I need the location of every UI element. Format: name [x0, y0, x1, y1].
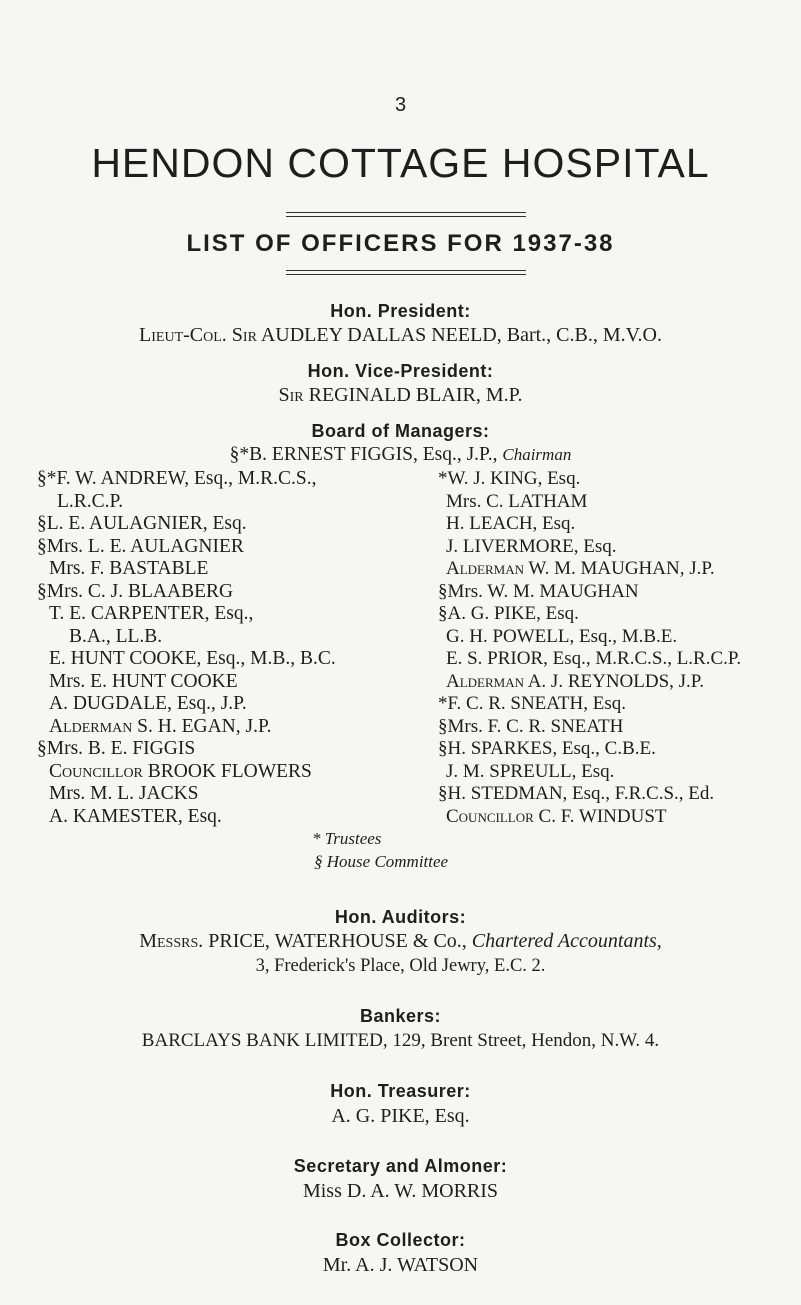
- board-member: *F. C. R. SNEATH, Esq.: [438, 693, 626, 714]
- board-member: H. LEACH, Esq.: [446, 513, 576, 534]
- board-member: Alderman W. M. MAUGHAN, J.P.: [446, 558, 715, 579]
- president-heading: Hon. President:: [330, 301, 471, 321]
- note-house-committee: § House Committee: [314, 852, 449, 871]
- board-member: A. DUGDALE, Esq., J.P.: [49, 693, 247, 714]
- board-member: Mrs. C. LATHAM: [446, 490, 588, 512]
- auditors-prefix: Messrs.: [139, 930, 204, 952]
- board-left-column: [37, 468, 336, 828]
- board-member: E. HUNT COOKE, Esq., M.B., B.C.: [49, 648, 336, 669]
- board-member: Councillor C. F. WINDUST: [446, 805, 667, 827]
- board-member: §H. SPARKES, Esq., C.B.E.: [438, 738, 656, 759]
- subtitle: LIST OF OFFICERS FOR 1937-38: [186, 230, 615, 257]
- board-member: L.R.C.P.: [57, 490, 124, 512]
- auditors-address: 3, Frederick's Place, Old Jewry, E.C. 2.: [255, 956, 546, 976]
- board-member: *W. J. KING, Esq.: [438, 468, 581, 489]
- board-member: §Mrs. C. J. BLAABERG: [37, 580, 234, 602]
- divider: [286, 270, 526, 271]
- board-member: G. H. POWELL, Esq., M.B.E.: [446, 625, 678, 647]
- auditors-name: PRICE, WATERHOUSE & Co.,: [208, 930, 467, 952]
- divider: [286, 212, 526, 213]
- divider: [286, 274, 526, 275]
- vice-president-rank: Sir: [278, 384, 304, 406]
- box-collector-heading: Box Collector:: [335, 1230, 466, 1250]
- board-member: §L. E. AULAGNIER, Esq.: [37, 513, 247, 534]
- board-member: E. S. PRIOR, Esq., M.R.C.S., L.R.C.P.: [446, 648, 742, 669]
- board-member: T. E. CARPENTER, Esq.,: [49, 603, 254, 624]
- board-member: §*F. W. ANDREW, Esq., M.R.C.S.,: [37, 468, 317, 489]
- divider: [286, 216, 526, 217]
- president-line: [0, 324, 801, 347]
- board-member: A. KAMESTER, Esq.: [49, 805, 222, 827]
- board-member: J. M. SPREULL, Esq.: [446, 760, 615, 782]
- auditors-heading: Hon. Auditors:: [334, 907, 467, 927]
- vice-president-name: REGINALD BLAIR, M.P.: [308, 384, 523, 406]
- page-title: HENDON COTTAGE HOSPITAL: [91, 140, 710, 186]
- page-number: 3: [394, 94, 407, 116]
- bankers-name: BARCLAYS BANK LIMITED, 129, Brent Street, Hendon, N.W. 4.: [141, 1030, 660, 1051]
- board-member: Mrs. F. BASTABLE: [49, 558, 209, 579]
- president-name: AUDLEY DALLAS NEELD, Bart., C.B., M.V.O.: [260, 324, 662, 346]
- chairman-role: Chairman: [502, 445, 572, 464]
- chairman-line: [0, 444, 801, 466]
- board-member: Alderman S. H. EGAN, J.P.: [49, 715, 272, 737]
- auditors-role: Chartered Accountants,: [471, 930, 662, 952]
- board-member: Mrs. M. L. JACKS: [49, 783, 199, 804]
- board-member: §Mrs. L. E. AULAGNIER: [37, 535, 244, 557]
- secretary-heading: Secretary and Almoner:: [293, 1156, 508, 1176]
- board-member: §Mrs. W. M. MAUGHAN: [438, 580, 639, 602]
- treasurer-name: A. G. PIKE, Esq.: [331, 1105, 470, 1127]
- board-heading: Board of Managers:: [311, 421, 490, 441]
- chairman-name: §*B. ERNEST FIGGIS, Esq., J.P.,: [229, 444, 498, 465]
- board-member: §Mrs. B. E. FIGGIS: [37, 738, 196, 759]
- board-member: §H. STEDMAN, Esq., F.R.C.S., Ed.: [438, 783, 715, 804]
- board-member: B.A., LL.B.: [69, 625, 163, 647]
- board-member: §A. G. PIKE, Esq.: [438, 603, 579, 624]
- box-collector-name: Mr. A. J. WATSON: [322, 1254, 479, 1276]
- board-member: J. LIVERMORE, Esq.: [446, 535, 617, 557]
- board-member: Alderman A. J. REYNOLDS, J.P.: [446, 670, 705, 692]
- vice-president-line: [0, 384, 801, 407]
- board-right-column: [438, 468, 741, 828]
- bankers-heading: Bankers:: [359, 1006, 442, 1026]
- vice-president-heading: Hon. Vice-President:: [307, 361, 494, 381]
- board-member: Mrs. E. HUNT COOKE: [49, 670, 238, 692]
- board-member: §Mrs. F. C. R. SNEATH: [438, 715, 624, 737]
- note-trustees: * Trustees: [312, 829, 382, 848]
- auditors-line: [0, 930, 801, 953]
- secretary-name: Miss D. A. W. MORRIS: [302, 1180, 499, 1202]
- board-member: Councillor BROOK FLOWERS: [49, 760, 312, 782]
- treasurer-heading: Hon. Treasurer:: [330, 1081, 471, 1101]
- president-rank: Lieut-Col. Sir: [139, 324, 257, 346]
